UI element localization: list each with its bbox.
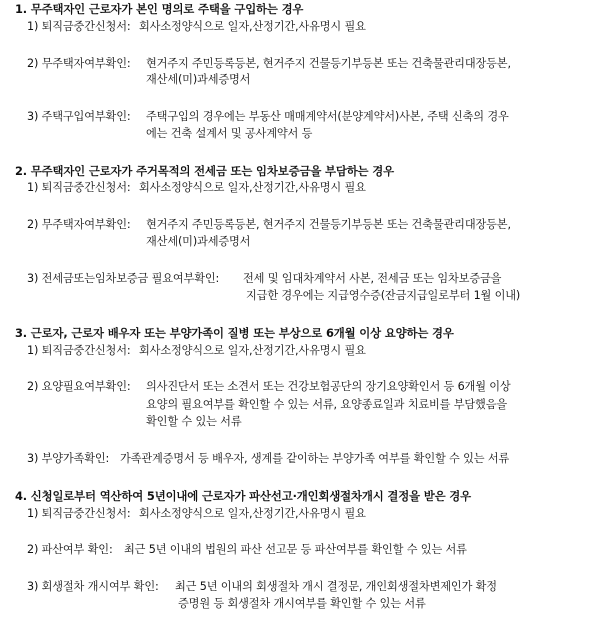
section-4-title: 4. 신청일로부터 역산하여 5년이내에 근로자가 파산선고·개인회생절차개시 결정을 받은 경우	[15, 489, 472, 503]
section-4-item-3-text-2: 증명원 등 회생절차 개시여부를 확인할 수 있는 서류	[178, 597, 426, 610]
section-1-item-2-text-2: 재산세(미)과세증명서	[146, 73, 251, 86]
section-3-item-1-text: 회사소정양식으로 일자,산정기간,사유명시 필요	[139, 344, 366, 357]
section-1-item-1-text: 회사소정양식으로 일자,산정기간,사유명시 필요	[139, 20, 366, 33]
section-3-item-1-label: 1) 퇴직금중간신청서:	[27, 344, 131, 357]
section-3-item-2-label: 2) 요양필요여부확인:	[27, 380, 131, 393]
section-3-item-2-text-3: 확인할 수 있는 서류	[146, 415, 242, 428]
section-2-item-2-label: 2) 무주택자여부확인:	[27, 218, 131, 231]
section-1-item-2-label: 2) 무주택자여부확인:	[27, 57, 131, 70]
section-3-item-3-text: 가족관계증명서 등 배우자, 생계를 같이하는 부양가족 여부를 확인할 수 있는 서류	[120, 452, 510, 465]
section-2-title: 2. 무주택자인 근로자가 주거목적의 전세금 또는 임차보증금을 부담하는 경우	[15, 164, 394, 178]
section-4-item-2-label: 2) 파산여부 확인:	[27, 543, 113, 556]
section-2-item-3-label: 3) 전세금또는임차보증금 필요여부확인:	[27, 272, 220, 285]
section-2-item-3-text-2: 지급한 경우에는 지급영수증(잔금지급일로부터 1월 이내)	[246, 289, 521, 302]
section-2-item-3-text-1: 전세 및 임대차계약서 사본, 전세금 또는 임차보증금을	[243, 272, 502, 285]
section-4-item-1-text: 회사소정양식으로 일자,산정기간,사유명시 필요	[139, 507, 366, 520]
section-4-item-3-label: 3) 회생절차 개시여부 확인:	[27, 580, 159, 593]
section-1-item-3-text-2: 에는 건축 설계서 및 공사계약서 등	[146, 127, 313, 140]
section-4-item-1-label: 1) 퇴직금중간신청서:	[27, 507, 131, 520]
section-3-item-2-text-2: 요양의 필요여부를 확인할 수 있는 서류, 요양종료일과 치료비를 부담했음을	[146, 398, 508, 411]
section-3-item-2-text-1: 의사진단서 또는 소견서 또는 건강보험공단의 장기요양확인서 등 6개월 이상	[146, 380, 511, 393]
section-2-item-2-text-1: 현거주지 주민등록등본, 현거주지 건물등기부등본 또는 건축물관리대장등본,	[146, 218, 511, 231]
section-1-item-1-label: 1) 퇴직금중간신청서:	[27, 20, 131, 33]
section-2-item-1-label: 1) 퇴직금중간신청서:	[27, 181, 131, 194]
section-1-item-2-text-1: 현거주지 주민등록등본, 현거주지 건물등기부등본 또는 건축물관리대장등본,	[146, 57, 511, 70]
section-2-item-1-text: 회사소정양식으로 일자,산정기간,사유명시 필요	[139, 181, 366, 194]
section-4-item-2-text: 최근 5년 이내의 법원의 파산 선고문 등 파산여부를 확인할 수 있는 서류	[124, 543, 467, 556]
section-4-item-3-text-1: 최근 5년 이내의 회생절차 개시 결정문, 개인회생절차변제인가 확정	[175, 580, 497, 593]
section-3-item-3-label: 3) 부양가족확인:	[27, 452, 110, 465]
section-2-item-2-text-2: 재산세(미)과세증명서	[146, 235, 251, 248]
section-1-item-3-text-1: 주택구입의 경우에는 부동산 매매계약서(분양계약서)사본, 주택 신축의 경우	[146, 110, 509, 123]
section-1-title: 1. 무주택자인 근로자가 본인 명의로 주택을 구입하는 경우	[15, 2, 304, 16]
section-3-title: 3. 근로자, 근로자 배우자 또는 부양가족이 질병 또는 부상으로 6개월 이상 요양하는 경우	[15, 326, 454, 340]
section-1-item-3-label: 3) 주택구입여부확인:	[27, 110, 131, 123]
